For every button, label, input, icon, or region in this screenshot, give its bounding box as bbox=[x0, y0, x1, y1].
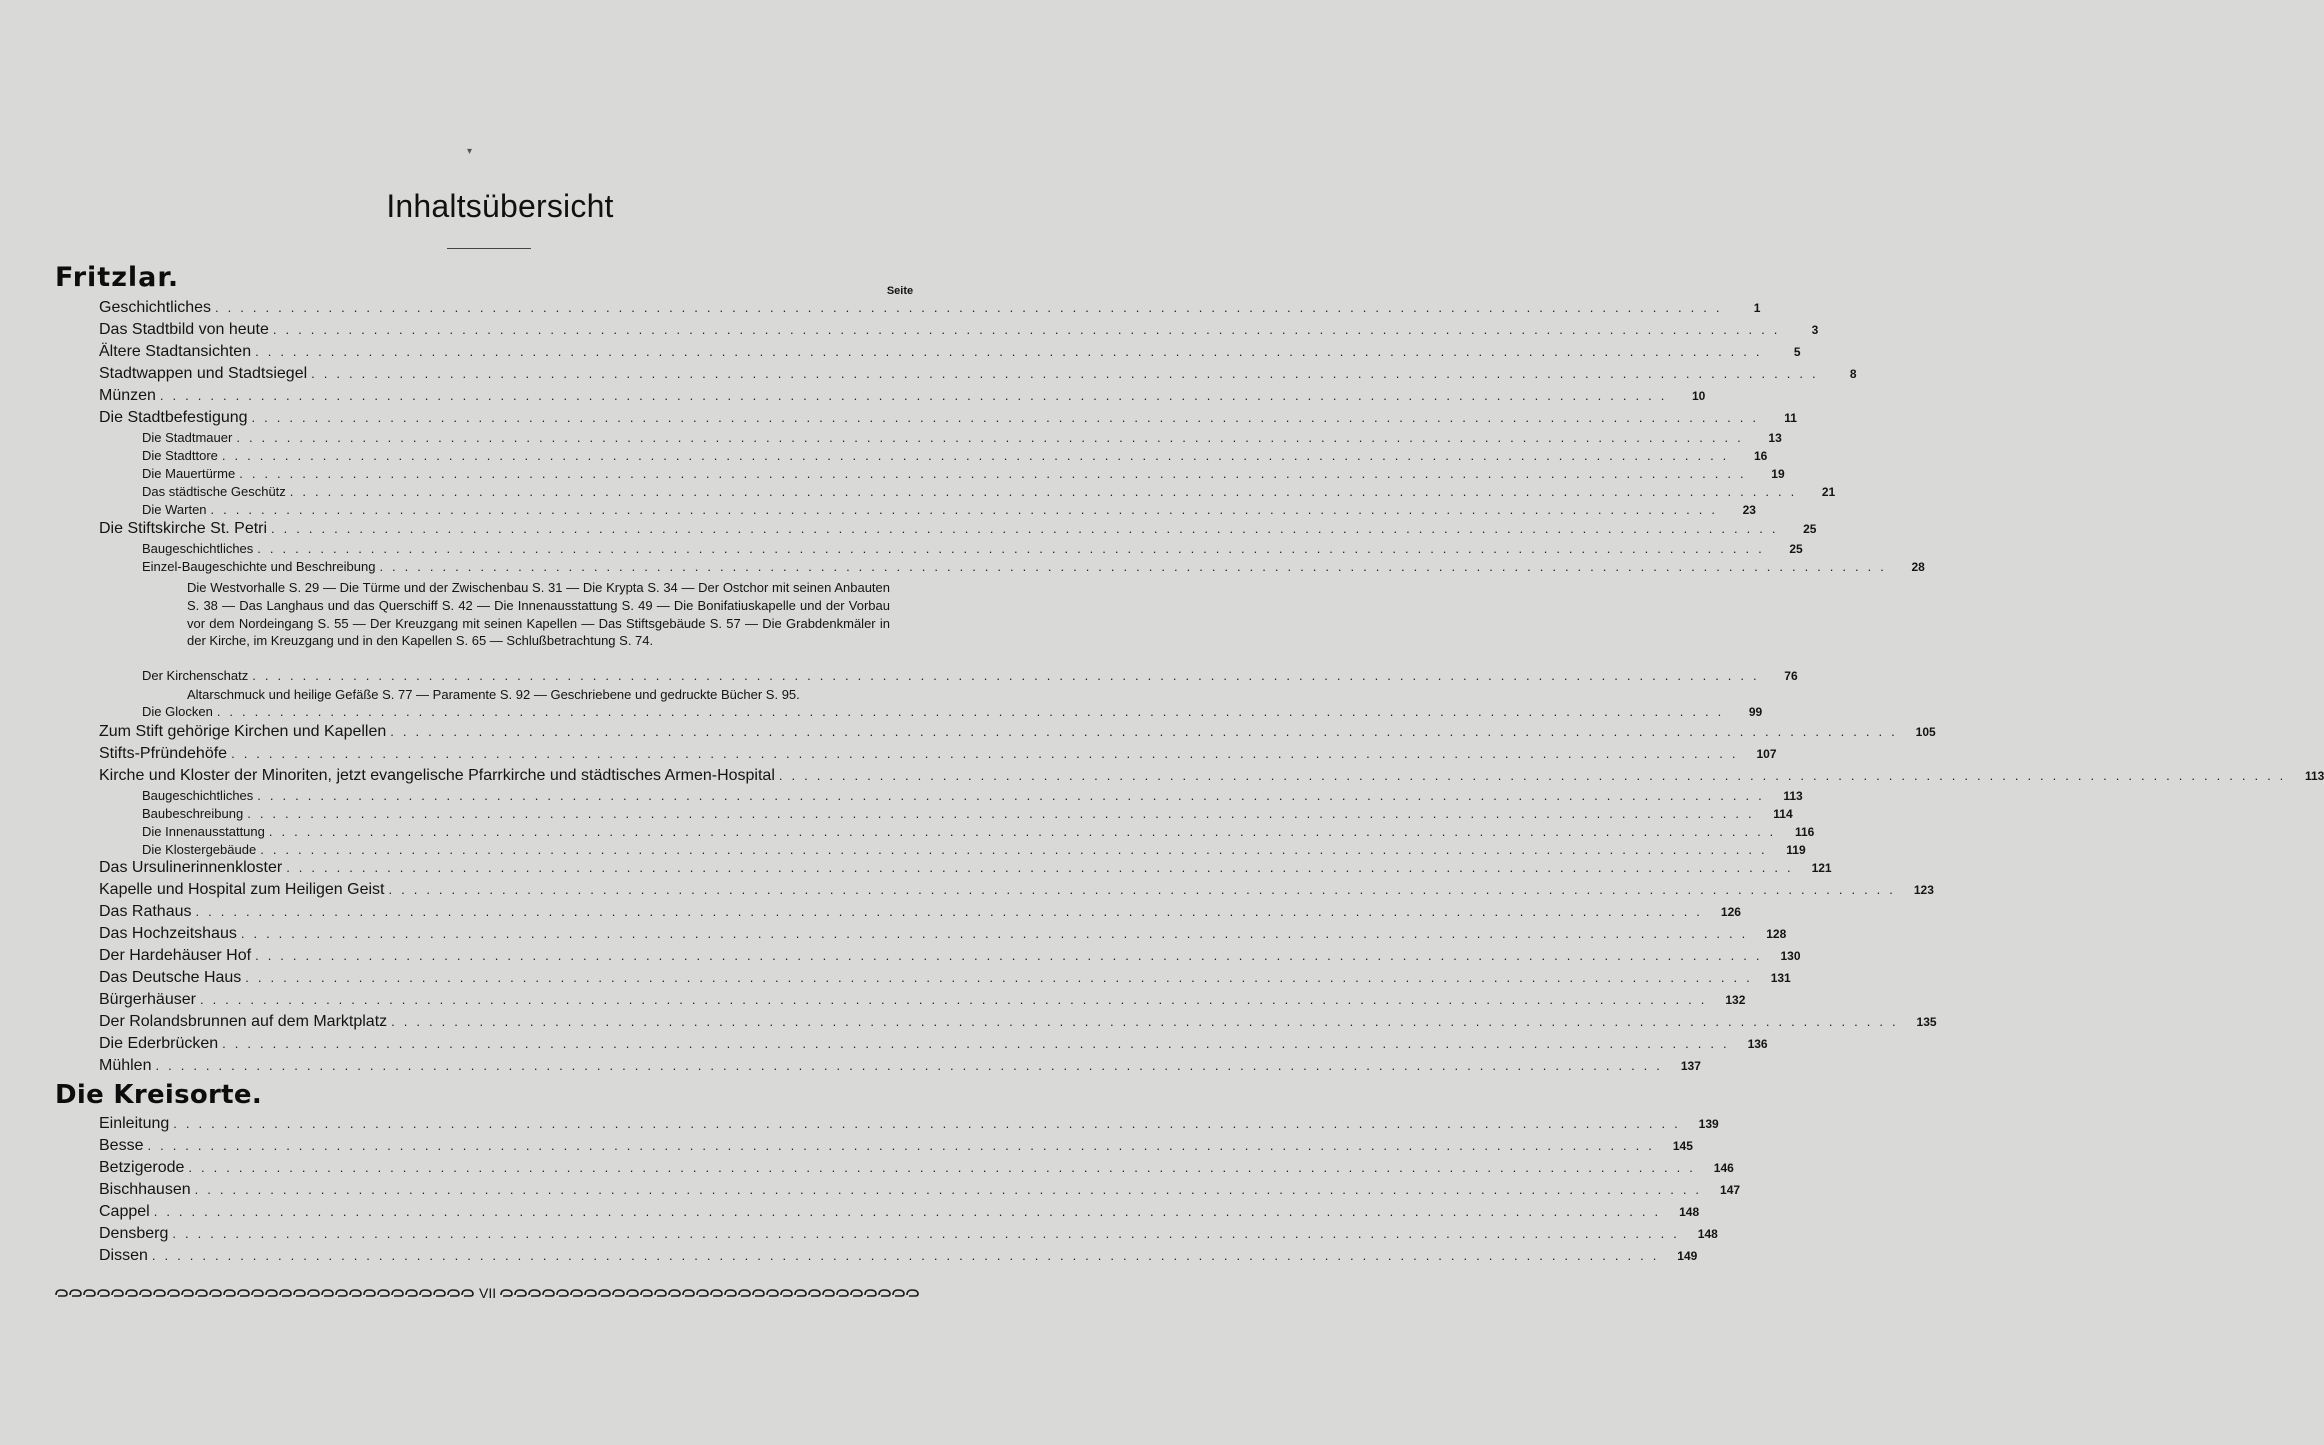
toc-entry-page: 130 bbox=[1780, 949, 1801, 963]
toc-entry bbox=[142, 465, 1785, 483]
dot-leader: ........................................................................................................................ bbox=[195, 904, 1709, 919]
toc-entry-page: 8 bbox=[1849, 367, 1857, 381]
toc-entry-label: Das Rathaus bbox=[99, 903, 192, 920]
toc-entry-page: 23 bbox=[1742, 503, 1756, 517]
toc-entry-label: Bischhausen bbox=[99, 1181, 191, 1198]
toc-entry bbox=[99, 341, 1801, 363]
section-heading-kreisorte: Die Kreisorte. bbox=[55, 1080, 262, 1110]
dot-leader: ........................................................................................................................ bbox=[194, 1182, 1709, 1197]
toc-entry bbox=[142, 558, 1925, 576]
toc-entry-page: 126 bbox=[1720, 905, 1741, 919]
toc-entry bbox=[99, 385, 1706, 407]
section-heading-fritzlar: Fritzlar. bbox=[55, 262, 180, 293]
toc-entry-page: 139 bbox=[1698, 1117, 1719, 1131]
dot-leader: ........................................................................................................................ bbox=[173, 1116, 1687, 1131]
dot-leader: ........................................................................................................................ bbox=[153, 1204, 1668, 1219]
toc-entry-label: Baubeschreibung bbox=[142, 806, 244, 821]
toc-entry bbox=[99, 967, 1791, 989]
dot-leader: ........................................................................................................................ bbox=[379, 559, 1893, 574]
dot-leader: ........................................................................................................................ bbox=[252, 668, 1766, 683]
toc-entry-page: 145 bbox=[1672, 1139, 1693, 1153]
toc-entry-label: Die Stiftskirche St. Petri bbox=[99, 520, 268, 537]
dot-leader: ........................................................................................................................ bbox=[221, 448, 1736, 463]
dot-leader: ........................................................................................................................ bbox=[239, 466, 1753, 481]
toc-entry bbox=[142, 447, 1768, 465]
toc-entry-page: 147 bbox=[1720, 1183, 1741, 1197]
toc-entry bbox=[99, 945, 1801, 967]
dot-leader: ........................................................................................................................ bbox=[245, 970, 1759, 985]
toc-entry bbox=[142, 667, 1798, 685]
toc-entry bbox=[142, 787, 1803, 805]
toc-entry-label: Dissen bbox=[99, 1247, 148, 1264]
toc-entry bbox=[99, 1033, 1768, 1055]
toc-entry-page: 107 bbox=[1756, 747, 1777, 761]
toc-entry bbox=[99, 1011, 1937, 1033]
toc-entry bbox=[99, 1245, 1698, 1267]
toc-entry-label: Der Hardehäuser Hof bbox=[99, 947, 252, 964]
toc-entry-label: Die Warten bbox=[142, 502, 207, 517]
dot-leader: ........................................................................................................................ bbox=[215, 300, 1729, 315]
toc-entry-label: Kapelle und Hospital zum Heiligen Geist bbox=[99, 881, 385, 898]
toc-entry-page: 113 bbox=[2304, 769, 2324, 783]
toc-entry-label: Cappel bbox=[99, 1203, 150, 1220]
toc-entry-page: 28 bbox=[1911, 560, 1925, 574]
dot-leader: ........................................................................................................................ bbox=[255, 344, 1769, 359]
toc-entry-label: Einzel-Baugeschichte und Beschreibung bbox=[142, 559, 376, 574]
print-speck: ▾ bbox=[467, 146, 473, 157]
toc-entry-page: 136 bbox=[1747, 1037, 1768, 1051]
toc-entry-page: 99 bbox=[1748, 705, 1763, 719]
toc-entry bbox=[99, 765, 2324, 787]
toc-description-kirchenschatz: Altarschmuck und heilige Gefäße S. 77 — Paramente S. 92 — Geschriebene und gedruckte Bücher S. 95. bbox=[187, 687, 800, 702]
toc-entry-page: 113 bbox=[1783, 789, 1803, 803]
toc-entry-page: 114 bbox=[1773, 807, 1793, 821]
dot-leader: ........................................................................................................................ bbox=[240, 926, 1755, 941]
toc-entry-page: 16 bbox=[1753, 449, 1768, 463]
toc-entry-label: Das städtische Geschütz bbox=[142, 484, 286, 499]
toc-entry bbox=[142, 805, 1793, 823]
dot-leader: ........................................................................................................................ bbox=[147, 1138, 1661, 1153]
toc-entry-label: Die Glocken bbox=[142, 704, 213, 719]
toc-entry-label: Der Rolandsbrunnen auf dem Marktplatz bbox=[99, 1013, 388, 1030]
toc-entry-label: Zum Stift gehörige Kirchen und Kapellen bbox=[99, 723, 387, 740]
toc-entry bbox=[142, 823, 1815, 841]
toc-entry-page: 3 bbox=[1811, 323, 1819, 337]
title-rule bbox=[447, 248, 531, 249]
toc-entry bbox=[99, 297, 1761, 319]
dot-leader: ........................................................................................................................ bbox=[216, 704, 1731, 719]
toc-entry-label: Die Stadtmauer bbox=[142, 430, 233, 445]
toc-entry-label: Bürgerhäuser bbox=[99, 991, 196, 1008]
toc-entry bbox=[99, 1223, 1718, 1245]
toc-entry bbox=[99, 1135, 1693, 1157]
toc-entry-page: 116 bbox=[1794, 825, 1815, 839]
toc-entry-label: Densberg bbox=[99, 1225, 169, 1242]
toc-entry bbox=[99, 1157, 1734, 1179]
toc-entry bbox=[142, 501, 1756, 519]
toc-entry-label: Die Stadttore bbox=[142, 448, 218, 463]
toc-entry-page: 135 bbox=[1916, 1015, 1937, 1029]
toc-entry-label: Die Stadtbefestigung bbox=[99, 409, 248, 426]
toc-entry bbox=[99, 1179, 1741, 1201]
toc-entry-page: 146 bbox=[1713, 1161, 1734, 1175]
toc-entry-page: 13 bbox=[1768, 431, 1782, 445]
dot-leader: ........................................................................................................................ bbox=[155, 1058, 1669, 1073]
toc-entry-label: Die Klostergebäude bbox=[142, 842, 257, 857]
toc-entry-label: Das Ursulinerinnenkloster bbox=[99, 859, 283, 876]
dot-leader: ........................................................................................................................ bbox=[199, 992, 1714, 1007]
toc-entry bbox=[99, 518, 1817, 540]
dot-leader: ........................................................................................................................ bbox=[257, 788, 1771, 803]
dot-leader: ........................................................................................................................ bbox=[172, 1226, 1686, 1241]
dot-leader: ........................................................................................................................ bbox=[236, 430, 1750, 445]
dot-leader: ........................................................................................................................ bbox=[159, 388, 1674, 403]
toc-entry bbox=[99, 319, 1819, 341]
toc-entry bbox=[142, 483, 1836, 501]
toc-entry bbox=[99, 923, 1787, 945]
toc-entry-label: Stifts-Pfründehöfe bbox=[99, 745, 228, 762]
page-title: Inhaltsübersicht bbox=[386, 188, 614, 224]
toc-entry-label: Ältere Stadtansichten bbox=[99, 343, 252, 360]
toc-entry-label: Der Kirchenschatz bbox=[142, 668, 249, 683]
toc-entry-label: Die Ederbrücken bbox=[99, 1035, 219, 1052]
ornament-band-right bbox=[500, 1289, 920, 1297]
dot-leader: ........................................................................................................................ bbox=[390, 724, 1904, 739]
toc-entry bbox=[99, 363, 1857, 385]
toc-entry-page: 121 bbox=[1811, 861, 1832, 875]
toc-entry-page: 148 bbox=[1679, 1205, 1700, 1219]
toc-entry-label: Die Innenausstattung bbox=[142, 824, 265, 839]
toc-entry-page: 1 bbox=[1753, 301, 1761, 315]
toc-entry-label: Geschichtliches bbox=[99, 299, 212, 316]
toc-entry-page: 21 bbox=[1821, 485, 1836, 499]
dot-leader: ........................................................................................................................ bbox=[231, 746, 1745, 761]
dot-leader: ........................................................................................................................ bbox=[271, 521, 1785, 536]
toc-entry-page: 11 bbox=[1784, 411, 1797, 425]
toc-entry-label: Mühlen bbox=[99, 1057, 152, 1074]
dot-leader: ........................................................................................................................ bbox=[391, 1014, 1905, 1029]
toc-entry bbox=[99, 407, 1797, 429]
dot-leader: ........................................................................................................................ bbox=[151, 1248, 1666, 1263]
toc-entry-page: 131 bbox=[1770, 971, 1791, 985]
toc-entry bbox=[99, 1113, 1719, 1135]
toc-entry-page: 25 bbox=[1789, 542, 1803, 556]
toc-entry-page: 19 bbox=[1771, 467, 1785, 481]
toc-entry-label: Besse bbox=[99, 1137, 144, 1154]
toc-entry-label: Münzen bbox=[99, 387, 156, 404]
toc-entry bbox=[142, 540, 1803, 558]
toc-entry-label: Einleitung bbox=[99, 1115, 170, 1132]
dot-leader: ........................................................................................................................ bbox=[268, 824, 1783, 839]
dot-leader: ........................................................................................................................ bbox=[272, 322, 1787, 337]
toc-entry-label: Die Mauertürme bbox=[142, 466, 236, 481]
toc-entry bbox=[99, 901, 1741, 923]
toc-entry-page: 76 bbox=[1784, 669, 1798, 683]
toc-entry bbox=[99, 743, 1777, 765]
page-column-label: Seite bbox=[886, 285, 914, 297]
toc-entry-page: 132 bbox=[1725, 993, 1746, 1007]
toc-entry-page: 128 bbox=[1766, 927, 1787, 941]
dot-leader: ........................................................................................................................ bbox=[222, 1036, 1736, 1051]
toc-entry bbox=[99, 1201, 1700, 1223]
toc-entry-label: Das Stadtbild von heute bbox=[99, 321, 269, 338]
dot-leader: ........................................................................................................................ bbox=[260, 842, 1774, 857]
ornament-band-left bbox=[55, 1289, 475, 1297]
page-folio: VII bbox=[479, 1285, 497, 1301]
toc-entry-page: 123 bbox=[1913, 883, 1934, 897]
dot-leader: ........................................................................................................................ bbox=[247, 806, 1761, 821]
toc-entry-page: 10 bbox=[1691, 389, 1706, 403]
toc-entry bbox=[99, 1055, 1701, 1077]
dot-leader: ........................................................................................................................ bbox=[257, 541, 1771, 556]
dot-leader: ........................................................................................................................ bbox=[311, 366, 1825, 381]
toc-entry-label: Baugeschichtliches bbox=[142, 541, 254, 556]
toc-entry-page: 149 bbox=[1677, 1249, 1698, 1263]
dot-leader: ........................................................................................................................ bbox=[188, 1160, 1702, 1175]
toc-entry bbox=[142, 703, 1763, 721]
toc-entry bbox=[99, 989, 1746, 1011]
dot-leader: ........................................................................................................................ bbox=[778, 768, 2293, 783]
toc-entry-page: 119 bbox=[1786, 843, 1806, 857]
toc-description-stiftskirche: Die Westvorhalle S. 29 — Die Türme und der Zwischenbau S. 31 — Die Krypta S. 34 — Der Ostchor mit seinen Anbauten S. 38 — Das Langhaus und das Querschiff S. 42 — Die Innenausstattung S. 49 — Die Bonifatiuskapelle und der Vorbau vor dem Nordeingang S. 55 — Der Kreuzgang mit seinen Kapellen — Das Stiftsgebäude S. 57 — Die Grabdenkmäler in der Kirche, im Kreuzgang und in den Kapellen S. 65 — Schlußbetrachtung S. 74. bbox=[187, 580, 890, 649]
toc-entry bbox=[99, 879, 1934, 901]
toc-entry-page: 137 bbox=[1680, 1059, 1701, 1073]
footer-ornament bbox=[55, 1284, 917, 1302]
dot-leader: ........................................................................................................................ bbox=[388, 882, 1902, 897]
toc-entry-label: Stadtwappen und Stadtsiegel bbox=[99, 365, 308, 382]
dot-leader: ........................................................................................................................ bbox=[286, 860, 1800, 875]
toc-entry-label: Betzigerode bbox=[99, 1159, 185, 1176]
toc-entry-label: Baugeschichtliches bbox=[142, 788, 254, 803]
toc-entry-page: 105 bbox=[1915, 725, 1936, 739]
dot-leader: ........................................................................................................................ bbox=[255, 948, 1769, 963]
toc-entry bbox=[99, 721, 1936, 743]
toc-entry-label: Kirche und Kloster der Minoriten, jetzt evangelische Pfarrkirche und städtisches Armen-Hospital bbox=[99, 767, 775, 784]
toc-entry-page: 5 bbox=[1793, 345, 1801, 359]
toc-entry-label: Das Hochzeitshaus bbox=[99, 925, 237, 942]
toc-entry bbox=[142, 429, 1782, 447]
dot-leader: ........................................................................................................................ bbox=[251, 410, 1765, 425]
toc-entry-label: Das Deutsche Haus bbox=[99, 969, 242, 986]
dot-leader: ........................................................................................................................ bbox=[289, 484, 1804, 499]
toc-entry bbox=[99, 857, 1832, 879]
toc-entry-page: 148 bbox=[1697, 1227, 1718, 1241]
dot-leader: ........................................................................................................................ bbox=[210, 502, 1724, 517]
toc-entry-page: 25 bbox=[1803, 522, 1817, 536]
